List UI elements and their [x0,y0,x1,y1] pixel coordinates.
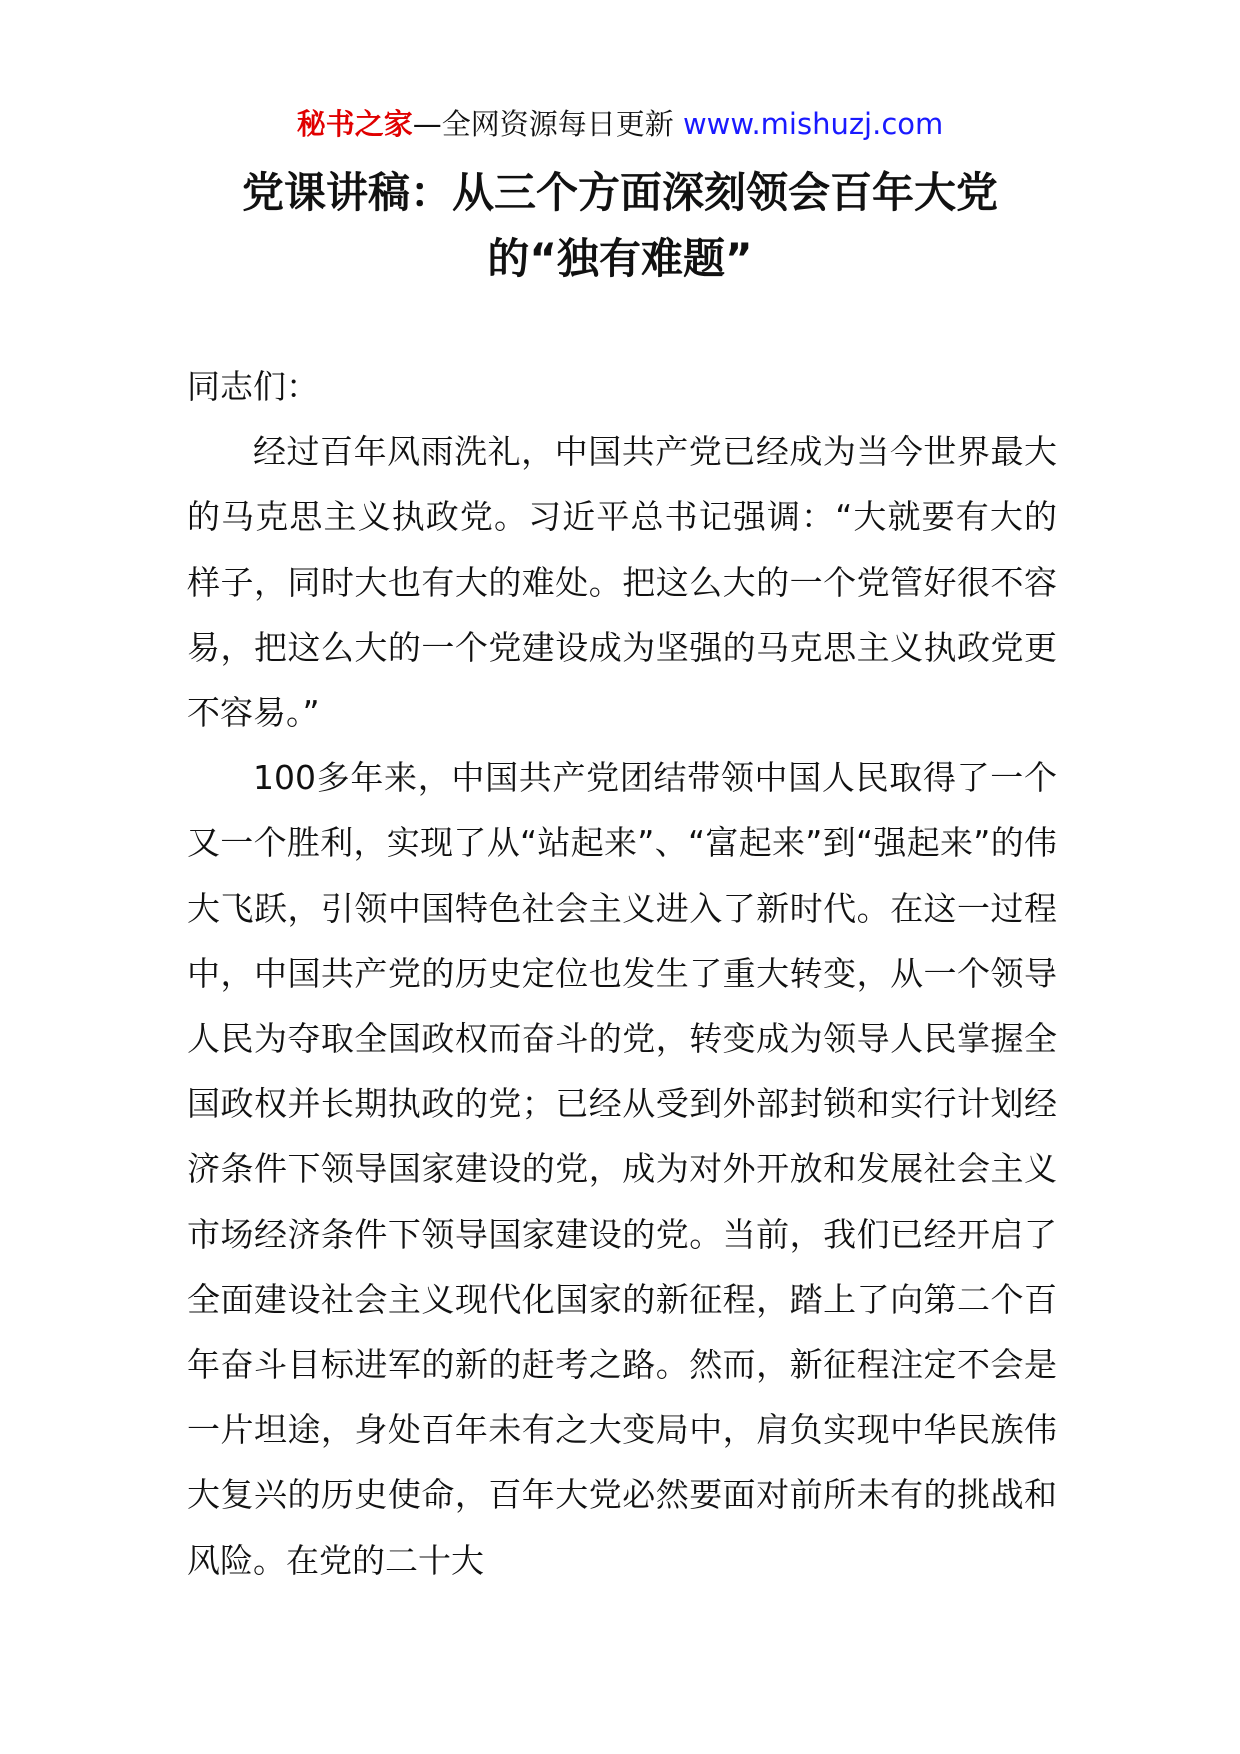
paragraph-1: 经过百年风雨洗礼，中国共产党已经成为当今世界最大的马克思主义执政党。习近平总书记强调：“大就要有大的样子，同时大也有大的难处。把这么大的一个党管好很不容易，把这么大的一个党建设成为坚强的马克思主义执政党更不容易。” [187,432,1057,733]
document-title [150,160,1090,292]
document-body [187,354,1057,1593]
site-brand: 秘书之家 [296,107,413,141]
paragraph-2: 100多年来，中国共产党团结带领中国人民取得了一个又一个胜利，实现了从“站起来”、“富起来”到“强起来”的伟大飞跃，引领中国特色社会主义进入了新时代。在这一过程中，中国共产党的历史定位也发生了重大转变，从一个领导人民为夺取全国政权而奋斗的党，转变成为领导人民掌握全国政权并长期执政的党；已经从受到外部封锁和实行计划经济条件下领导国家建设的党，成为对外开放和发展社会主义市场经济条件下领导国家建设的党。当前，我们已经开启了全面建设社会主义现代化国家的新征程，踏上了向第二个百年奋斗目标进军的新的赶考之路。然而，新征程注定不会是一片坦途，身处百年未有之大变局中，肩负实现中华民族伟大复兴的历史使命，百年大党必然要面对前所未有的挑战和风险。在党的二十大 [187,758,1057,1580]
site-url-link[interactable]: www.mishuzj.com [682,107,944,141]
salutation: 同志们： [187,367,319,406]
document-title-line-1: 党课讲稿：从三个方面深刻领会百年大党 [241,168,998,217]
document-title-line-2: 的“独有难题” [487,234,753,283]
site-header-banner [0,100,1240,148]
site-tagline: —全网资源每日更新 [412,107,674,141]
